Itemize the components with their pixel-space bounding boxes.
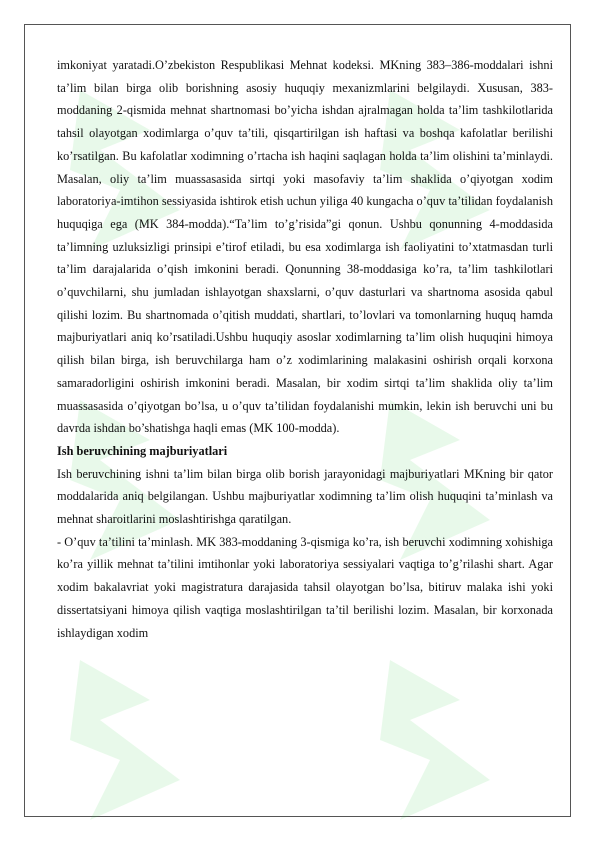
section-heading: Ish beruvchining majburiyatlari xyxy=(57,443,228,458)
body-paragraph: Ish beruvchining ishni ta’lim bilan birga olib borish jarayonidagi majburiyatlari MKning bir qator moddalarida aniq belgilangan. Ushbu majburiyatlar xodimning ta’lim olish huquqini ta’minlash va mehnat sharoitlarini moslashtirishga qaratilgan. xyxy=(57,466,553,527)
body-paragraph: imkoniyat yaratadi.O’zbekiston Respublikasi Mehnat kodeksi. MKning 383–386-moddalari ishni ta’lim bilan birga olib borishning asosiy huquqiy mexanizmlarini belgilaydi. Xususan, 383-moddaning 2-qismida mehnat shartnomasi bo’yicha ishdan ajralmagan holda ta’lim tashkilotlarida tahsil olayotgan xodimlarga o’quv ta’tili, qisqartirilgan ish haftasi va boshqa kafolatlar berilishi ko’rsatilgan. Bu kafolatlar xodimning o’rtacha ish haqini saqlagan holda ta’lim olishini ta’minlaydi. Masalan, oliy ta’lim muassasasida sirtqi yoki masofaviy ta’lim shaklida o’qiyotgan xodim laboratoriya-imtihon sessiyasida ishtirok etish uchun yiliga 40 kungacha o’quv ta’tilidan foydalanish huquqiga ega (MK 384-modda).“Ta’lim to’g’risida”gi qonun. Ushbu qonunning 4-moddasida ta’limning uzluksizligi prinsipi e’tirof etiladi, bu esa xodimlarga ish faoliyatini to’xtatmasdan turli ta’lim darajalarida o’qish imkonini beradi. Qonunning 38-moddasiga ko’ra, ta’lim tashkilotlari o’quvchilarni, shu jumladan ishlayotgan shaxslarni, o’quv dasturlari va shartnoma asosida qabul qilishi lozim. Bu shartnomada o’qitish muddati, shartlari, to’lovlari va tomonlarning huquq hamda majburiyatlari aniq ko’rsatiladi.Ushbu huquqiy asoslar xodimlarning ta’lim olish huquqini himoya qilish bilan birga, ish beruvchilarga ham o’z xodimlarining malakasini oshirish orqali korxona samaradorligini oshirish imkonini beradi. Masalan, bir xodim sirtqi ta’lim shaklida oliy ta’lim muassasasida o’qiyotgan bo’lsa, u o’quv ta’tilidan foydalanishi mumkin, lekin ish beruvchi uni bu davrda ishdan bo’shatishga haqli emas (MK 100-modda). xyxy=(57,58,553,436)
body-paragraph: - O’quv ta’tilini ta’minlash. MK 383-moddaning 3-qismiga ko’ra, ish beruvchi xodimning xohishiga ko’ra yillik mehnat ta’tilini imtihonlar yoki laboratoriya sessiyalari vaqtiga to’g’rilashi shart. Agar xodim bakalavriat yoki magistratura darajasida tahsil olayotgan bo’lsa, bitiruv malaka ishi yoki dissertatsiyani himoya qilish vaqtiga moslashtirilgan ta’til berilishi lozim. Masalan, bir korxonada ishlaydigan xodim xyxy=(57,534,553,640)
document-body xyxy=(57,54,553,644)
